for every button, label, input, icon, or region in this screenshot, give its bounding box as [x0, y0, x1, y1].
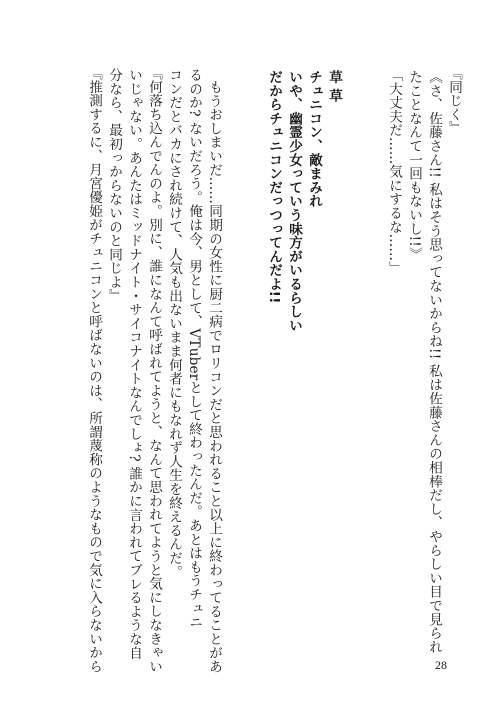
text-line-5: もうおしまいだ……同期の女性に厨二病でロリコンだと思われること以上に終わってることがあ [206, 80, 222, 674]
chat-line-3: いや、幽霊少女っていう味方がいるらしい [286, 70, 302, 333]
page-number: 28 [435, 658, 447, 672]
text-line-6: るのか? ないだろう。俺は今、男として、VTuberとして終わったんだ。あとはもうチュニ [186, 68, 202, 629]
chat-line-2: チュニコン、敵まみれ [306, 70, 322, 208]
text-line-1: 『同じく』 [446, 66, 462, 135]
chat-line-4: だからチュニコンだっつってんだよ!! [266, 70, 282, 304]
text-line-7: コンだとバカにされ続けて、人気も出ないまま何者にもなれず人生を終えるんだ。 [166, 68, 182, 579]
text-line-4: 「大丈夫だ……気にするな……」 [386, 68, 402, 275]
chat-line-1: 草 草 [326, 70, 342, 103]
text-line-2: 《さ、佐藤さん!! 私はそう思ってないからね!! 私は佐藤さんの相棒だし、やらしい目で見られ [426, 70, 442, 654]
text-line-8: 『何落ち込んでんのよ。別に、誰になんて呼ばれてようと、なんて思われてようと気にしなきゃい [146, 66, 162, 674]
text-line-9: いじゃない。あんたはミッドナイト・サイコナイトなんでしょ? 誰かに言われてブレるような自 [126, 68, 142, 660]
text-line-11: 『推測するに、月宮優姫がチュニコンと呼ばないのは、所謂蔑称のようなもので気に入らないから [86, 66, 102, 674]
text-line-3: たことなんて一回もないし!!》 [406, 70, 422, 261]
text-line-10: 分なら、最初っからないのと同じよ』 [106, 68, 122, 303]
